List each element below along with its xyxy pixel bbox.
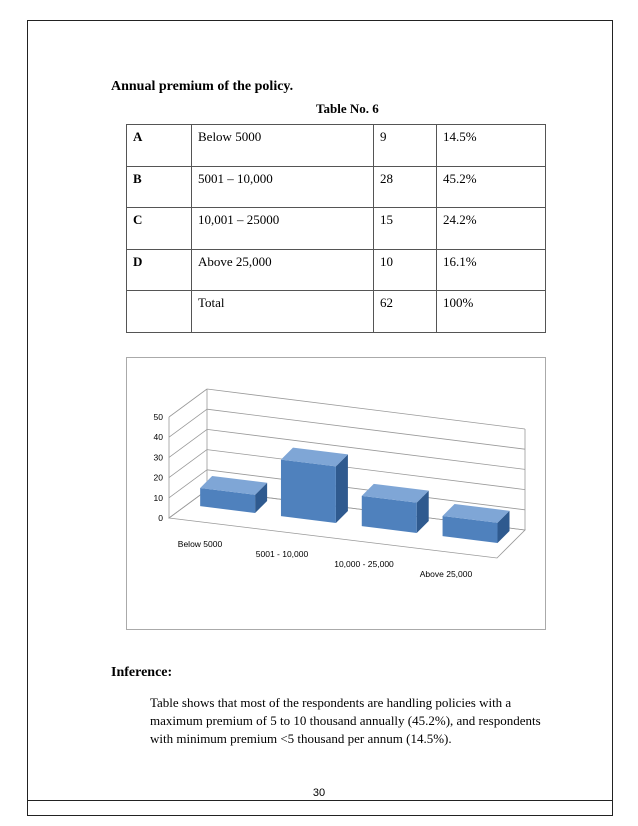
y-tick-label: 0 [158,513,163,523]
y-tick-label: 10 [153,492,163,503]
row-count: 28 [374,166,437,208]
row-range: 5001 – 10,000 [192,166,374,208]
row-count: 10 [374,249,437,291]
inference-body: Table shows that most of the respondents are handling policies with a maximum premium of 5 to 10 thousand annually (45.2%), and respondents with minimum premium <5 thousand per annum (14.5%). [150,695,541,746]
y-tick-label: 40 [153,432,163,443]
x-tick-label: 10,000 - 25,000 [334,559,394,569]
y-tick-label: 30 [153,452,163,463]
x-tick-label: Below 5000 [177,539,223,549]
section-heading: Annual premium of the policy. [111,79,294,94]
page-number: 30 [312,787,326,799]
gridline-back [207,409,525,449]
row-code: A [127,125,192,167]
row-code [127,291,192,333]
row-percent: 16.1% [437,249,546,291]
y-tick-label: 20 [153,472,163,483]
gridline-left [169,389,207,417]
row-range: 10,001 – 25000 [192,208,374,250]
table-row-total [127,291,546,333]
row-range: Above 25,000 [192,249,374,291]
gridline-back [207,389,525,429]
table-row [127,249,546,291]
table-caption: Table No. 6 [316,101,379,116]
bar [281,460,336,523]
table-row [127,125,546,167]
gridline-left [169,450,207,478]
footer-rule [27,800,613,801]
table-row [127,208,546,250]
row-count: 62 [374,291,437,333]
x-tick-label: 5001 - 10,000 [255,549,309,559]
y-tick-label: 50 [153,412,163,422]
row-range: Total [192,291,374,333]
bar-chart-svg [127,358,547,631]
gridline-left [169,429,207,457]
row-code: D [127,249,192,291]
row-percent: 24.2% [437,208,546,250]
row-code: C [127,208,192,250]
row-count: 9 [374,125,437,167]
row-code: B [127,166,192,208]
row-percent: 100% [437,291,546,333]
row-range: Below 5000 [192,125,374,167]
row-count: 15 [374,208,437,250]
row-percent: 45.2% [437,166,546,208]
table-row [127,166,546,208]
gridline-left [169,409,207,437]
x-tick-label: Above 25,000 [419,569,473,579]
inference-heading: Inference: [111,665,173,680]
bar-side [336,454,348,523]
gridline-back [207,429,525,469]
row-percent: 14.5% [437,125,546,167]
premium-table [126,124,546,333]
bar-chart [126,357,546,630]
